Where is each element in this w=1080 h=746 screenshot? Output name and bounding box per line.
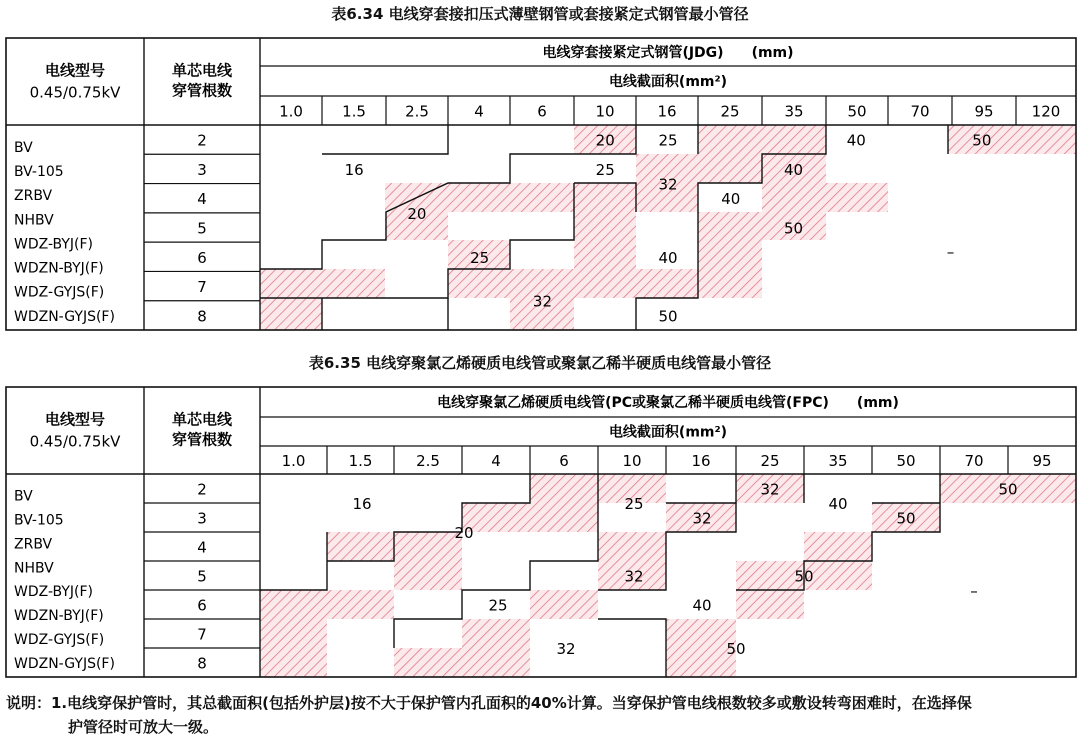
conduit-size-value: 16 (344, 160, 364, 179)
size-label: 1.5 (342, 102, 366, 121)
table-6-34 (6, 38, 1076, 330)
wire-type-label: WDZ-GYJS(F) (14, 631, 105, 648)
wire-type-label: WDZ-BYJ(F) (14, 236, 94, 253)
header-conduit: 电线穿套接紧定式钢管(JDG) (mm) (542, 45, 794, 61)
wire-type-label: WDZN-GYJS(F) (14, 308, 115, 325)
wire-count-label: 6 (197, 248, 207, 267)
size-label: 35 (828, 452, 848, 470)
wire-type-label: ZRBV (14, 188, 53, 205)
range-boundary (598, 619, 666, 677)
size-label: 10 (595, 102, 615, 121)
size-label: 120 (1031, 102, 1061, 121)
conduit-size-value: 40 (658, 248, 678, 267)
size-label: 70 (964, 452, 984, 470)
header-wire-count: 单芯电线 (171, 61, 233, 80)
hatched-cell (762, 183, 888, 212)
header-wire-type: 电线型号 (44, 61, 106, 80)
conduit-size-value: – (970, 582, 978, 600)
wire-count-label: 5 (197, 219, 207, 238)
header-wire-type: 电线型号 (44, 410, 106, 429)
hatched-cell (530, 590, 598, 619)
conduit-size-value: 50 (896, 509, 916, 528)
hatched-cell (698, 212, 826, 240)
hatched-cell (260, 590, 327, 677)
wire-count-label: 6 (197, 596, 207, 615)
wire-type-label: WDZ-GYJS(F) (14, 284, 105, 301)
size-label: 95 (1032, 452, 1052, 470)
conduit-size-value: 50 (972, 131, 992, 150)
size-label: 4 (491, 452, 501, 470)
header-voltage: 0.45/0.75kV (29, 83, 121, 102)
header-cross-section: 电线截面积(mm²) (608, 74, 728, 90)
conduit-size-value: 25 (595, 160, 615, 179)
size-label: 4 (474, 102, 484, 121)
conduit-size-value: 32 (658, 175, 678, 194)
wire-type-label: WDZN-GYJS(F) (14, 655, 115, 672)
wire-type-label: ZRBV (14, 536, 53, 553)
conduit-size-value: 40 (828, 495, 848, 513)
size-label: 50 (847, 102, 867, 121)
hatched-cell (736, 590, 804, 619)
size-label: 2.5 (405, 102, 429, 121)
hatched-cell (510, 183, 574, 212)
wire-type-label: BV (14, 139, 33, 156)
header-cross-section: 电线截面积(mm²) (608, 424, 728, 441)
header-wire-count: 穿管根数 (171, 430, 233, 449)
wire-count-label: 4 (197, 190, 207, 209)
footnote (6, 691, 1076, 739)
conduit-size-value: 32 (692, 509, 712, 528)
conduit-size-value: 40 (783, 160, 804, 179)
wire-type-label: BV-105 (14, 164, 64, 181)
size-label: 50 (896, 452, 916, 470)
wire-count-label: 2 (197, 480, 207, 499)
conduit-size-value: 50 (658, 307, 678, 326)
wire-count-label: 8 (197, 654, 207, 673)
conduit-size-value: 25 (658, 131, 678, 150)
footnote-line-2: 护管径时可放大一级。 (68, 718, 219, 736)
conduit-size-value: 16 (352, 495, 372, 513)
wire-type-label: WDZN-BYJ(F) (14, 260, 104, 277)
hatched-cell (636, 154, 762, 183)
wire-count-label: 7 (197, 625, 207, 644)
hatched-cell (385, 183, 510, 212)
conduit-size-value: 50 (998, 480, 1018, 499)
hatched-cell (260, 269, 322, 330)
wire-type-label: NHBV (14, 212, 54, 229)
size-label: 10 (622, 452, 642, 470)
header-wire-count: 穿管根数 (171, 81, 233, 100)
wire-type-label: WDZN-BYJ(F) (14, 608, 104, 625)
wire-count-label: 2 (197, 131, 207, 150)
conduit-size-value: 25 (470, 248, 490, 267)
size-label: 70 (910, 102, 930, 121)
conduit-size-value: 40 (846, 131, 866, 150)
size-label: 6 (537, 102, 547, 121)
conduit-size-value: 32 (760, 480, 780, 499)
wire-count-label: 7 (197, 278, 207, 297)
conduit-size-value: 32 (556, 640, 576, 658)
size-label: 2.5 (416, 452, 440, 470)
wire-count-label: 3 (197, 160, 207, 179)
size-label: 1.0 (281, 452, 306, 470)
size-label: 1.0 (279, 102, 303, 121)
conduit-size-value: 40 (692, 596, 712, 615)
hatched-cell (804, 532, 872, 561)
size-label: 95 (974, 102, 994, 121)
header-voltage: 0.45/0.75kV (29, 432, 121, 451)
conduit-size-value: 20 (454, 524, 474, 542)
conduit-size-value: 25 (488, 596, 508, 615)
header-conduit: 电线穿聚氯乙烯硬质电线管(PC或聚氯乙稀半硬质电线管(FPC) (mm) (437, 395, 899, 411)
range-boundary (260, 532, 327, 590)
hatched-cell (598, 532, 666, 561)
size-label: 6 (559, 452, 569, 470)
conduit-size-value: 20 (407, 204, 427, 223)
hatched-cell (574, 183, 636, 298)
size-label: 1.5 (348, 452, 373, 470)
hatched-cell (530, 474, 598, 503)
conduit-size-value: 50 (783, 219, 804, 238)
wire-type-label: BV (14, 488, 33, 505)
hatched-cell (394, 561, 462, 590)
range-boundary (666, 474, 736, 503)
wire-type-label: NHBV (14, 560, 54, 577)
size-label: 16 (691, 452, 711, 470)
conduit-size-value: 32 (624, 567, 644, 586)
wire-type-label: WDZ-BYJ(F) (14, 584, 94, 601)
hatched-cell (394, 648, 462, 677)
wire-count-label: 3 (197, 509, 207, 528)
size-label: 25 (760, 452, 780, 470)
conduit-size-value: – (946, 242, 955, 261)
table1-title: 表6.34 电线穿套接扣压式薄壁钢管或套接紧定式钢管最小管径 (331, 5, 749, 23)
wire-type-label: BV-105 (14, 512, 64, 529)
hatched-cell (636, 269, 698, 298)
hatched-cell (462, 503, 598, 532)
hatched-cell (698, 240, 762, 298)
hatched-cell (462, 619, 530, 677)
conduit-size-value: 50 (726, 640, 746, 658)
table-6-35 (6, 387, 1076, 677)
conduit-size-value: 40 (721, 190, 741, 209)
size-label: 35 (784, 102, 804, 121)
hatched-cell (327, 590, 394, 619)
hatched-cell (322, 269, 385, 298)
conduit-size-value: 32 (532, 292, 553, 311)
wire-count-label: 4 (197, 538, 207, 557)
table2-title: 表6.35 电线穿聚氯乙烯硬质电线管或聚氯乙稀半硬质电线管最小管径 (308, 354, 772, 372)
footnote-line-1: 说明：1.电线穿保护管时，其总截面积(包括外护层)按不大于保护管内孔面积的40%计算。当穿保护管电线根数较多或敷设转弯困难时，在选择保 (6, 694, 972, 712)
conduit-size-value: 20 (595, 131, 615, 150)
size-label: 16 (657, 102, 677, 121)
hatched-cell (948, 125, 1076, 154)
range-boundary (322, 125, 448, 154)
header-wire-count: 单芯电线 (171, 410, 233, 429)
wire-count-label: 8 (197, 307, 207, 326)
conduit-size-value: 25 (624, 495, 644, 513)
conduit-size-value: 50 (794, 567, 814, 586)
size-label: 25 (720, 102, 740, 121)
wire-count-label: 5 (197, 567, 207, 586)
